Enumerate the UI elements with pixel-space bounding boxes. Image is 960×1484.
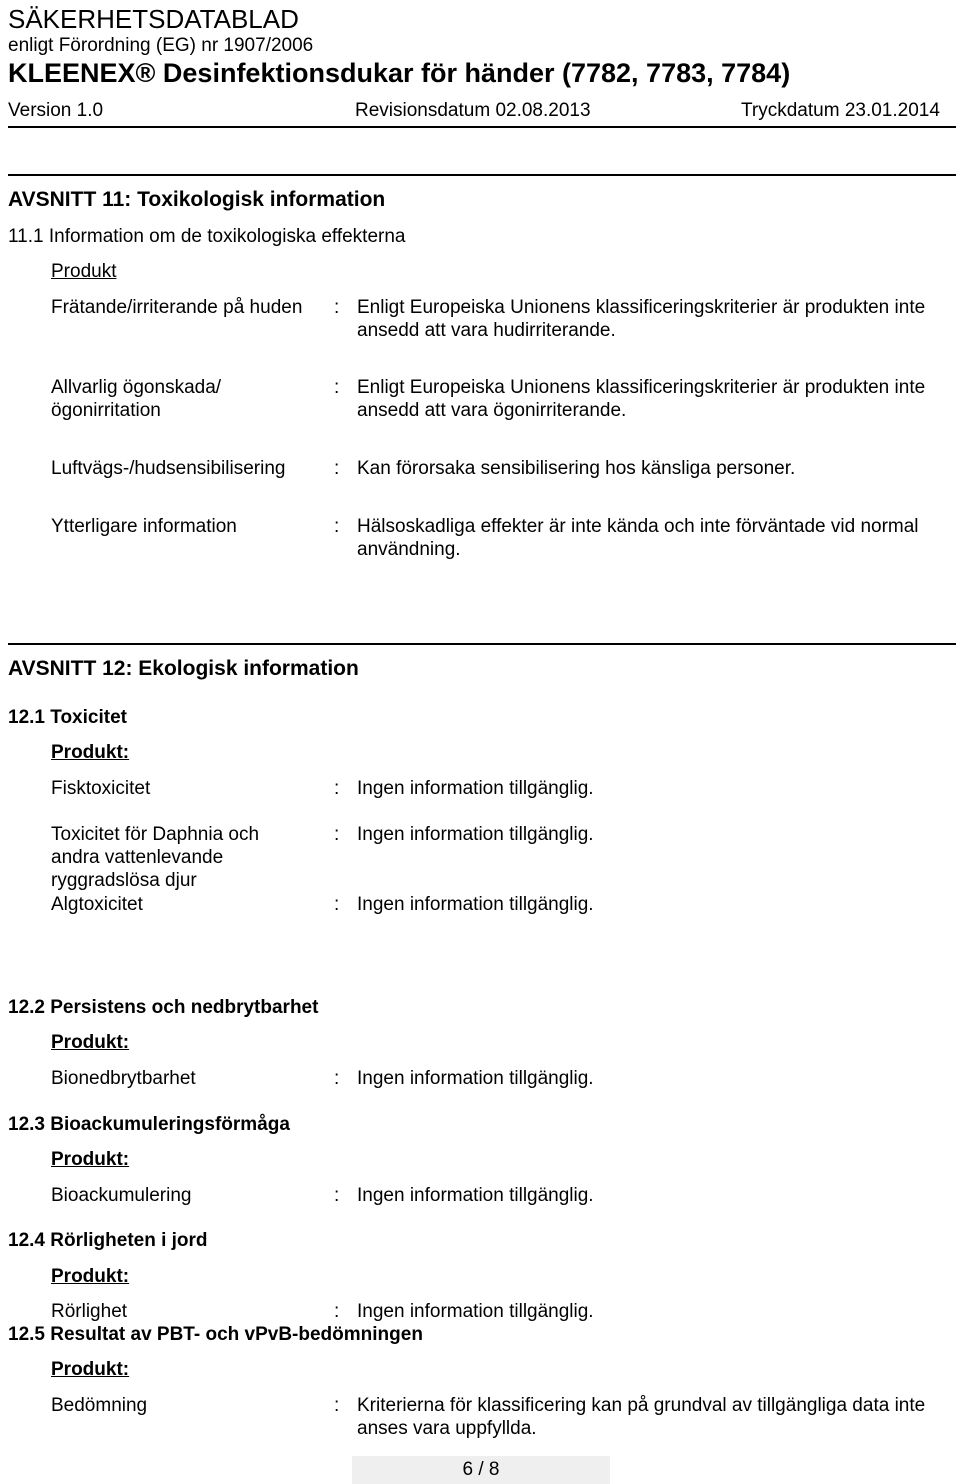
section-12-title: AVSNITT 12: Ekologisk information	[8, 657, 359, 680]
row-label-algae-toxicity: Algtoxicitet	[51, 894, 143, 915]
section-11-divider	[8, 174, 956, 176]
row-value-daphnia-toxicity: Ingen information tillgänglig.	[357, 824, 594, 845]
row-value-skin-corrosion: Enligt Europeiska Unionens klassificeringskriterier är produkten inte ansedd att vara hudirriterande.	[357, 297, 926, 341]
version-label: Version 1.0	[8, 100, 104, 121]
row-colon: :	[334, 516, 340, 537]
row-label-biodegradability: Bionedbrytbarhet	[51, 1068, 196, 1089]
row-label-bioaccumulation: Bioackumulering	[51, 1185, 192, 1206]
document-type-title: SÄKERHETSDATABLAD	[8, 4, 299, 34]
subsection-12-5-title: 12.5 Resultat av PBT- och vPvB-bedömningen	[8, 1324, 423, 1345]
row-value-algae-toxicity: Ingen information tillgänglig.	[357, 894, 594, 915]
row-colon: :	[334, 1301, 340, 1322]
product-heading: Produkt	[51, 261, 117, 282]
section-12-divider	[8, 643, 956, 645]
row-label-fish-toxicity: Fisktoxicitet	[51, 778, 151, 799]
row-value-sensitisation: Kan förorsaka sensibilisering hos känsliga personer.	[357, 458, 796, 479]
row-label-daphnia-toxicity: Toxicitet för Daphnia och andra vattenlevande ryggradslösa djur	[51, 824, 260, 891]
product-heading: Produkt:	[51, 1032, 130, 1053]
product-title: KLEENEX® Desinfektionsdukar för händer (7782, 7783, 7784)	[8, 58, 791, 88]
subsection-12-1-title: 12.1 Toxicitet	[8, 707, 127, 728]
row-label-further-info: Ytterligare information	[51, 516, 237, 537]
row-value-fish-toxicity: Ingen information tillgänglig.	[357, 778, 594, 799]
revision-date: Revisionsdatum 02.08.2013	[355, 100, 591, 121]
row-value-eye-damage: Enligt Europeiska Unionens klassificeringskriterier är produkten inte ansedd att vara ögonirriterande.	[357, 377, 926, 421]
row-label-mobility: Rörlighet	[51, 1301, 128, 1322]
product-heading: Produkt:	[51, 1149, 130, 1170]
row-colon: :	[334, 1185, 340, 1206]
regulation-reference: enligt Förordning (EG) nr 1907/2006	[8, 35, 314, 56]
row-colon: :	[334, 824, 340, 845]
row-colon: :	[334, 297, 340, 318]
row-colon: :	[334, 458, 340, 479]
product-heading: Produkt:	[51, 742, 130, 763]
subsection-12-2-title: 12.2 Persistens och nedbrytbarhet	[8, 997, 319, 1018]
page-number: 6 / 8	[462, 1459, 500, 1480]
row-label-sensitisation: Luftvägs-/hudsensibilisering	[51, 458, 286, 479]
row-value-further-info: Hälsoskadliga effekter är inte kända och inte förväntade vid normal användning.	[357, 516, 919, 560]
product-heading: Produkt:	[51, 1359, 130, 1380]
subsection-12-4-title: 12.4 Rörligheten i jord	[8, 1230, 208, 1251]
row-value-bioaccumulation: Ingen information tillgänglig.	[357, 1185, 594, 1206]
product-heading: Produkt:	[51, 1266, 130, 1287]
row-value-mobility: Ingen information tillgänglig.	[357, 1301, 594, 1322]
row-label-assessment: Bedömning	[51, 1395, 148, 1416]
row-colon: :	[334, 894, 340, 915]
row-value-biodegradability: Ingen information tillgänglig.	[357, 1068, 594, 1089]
row-colon: :	[334, 778, 340, 799]
row-label-skin-corrosion: Frätande/irriterande på huden	[51, 297, 303, 318]
row-value-assessment: Kriterierna för klassificering kan på grundval av tillgängliga data inte anses vara uppfyllda.	[357, 1395, 926, 1439]
row-colon: :	[334, 1068, 340, 1089]
header-divider	[8, 126, 956, 128]
row-colon: :	[334, 1395, 340, 1416]
subsection-12-3-title: 12.3 Bioackumuleringsförmåga	[8, 1114, 290, 1135]
section-11-title: AVSNITT 11: Toxikologisk information	[8, 188, 386, 211]
print-date: Tryckdatum 23.01.2014	[741, 100, 940, 121]
subsection-11-1-title: 11.1 Information om de toxikologiska effekterna	[8, 226, 406, 247]
row-colon: :	[334, 377, 340, 398]
row-label-eye-damage: Allvarlig ögonskada/ögonirritation	[51, 377, 222, 421]
